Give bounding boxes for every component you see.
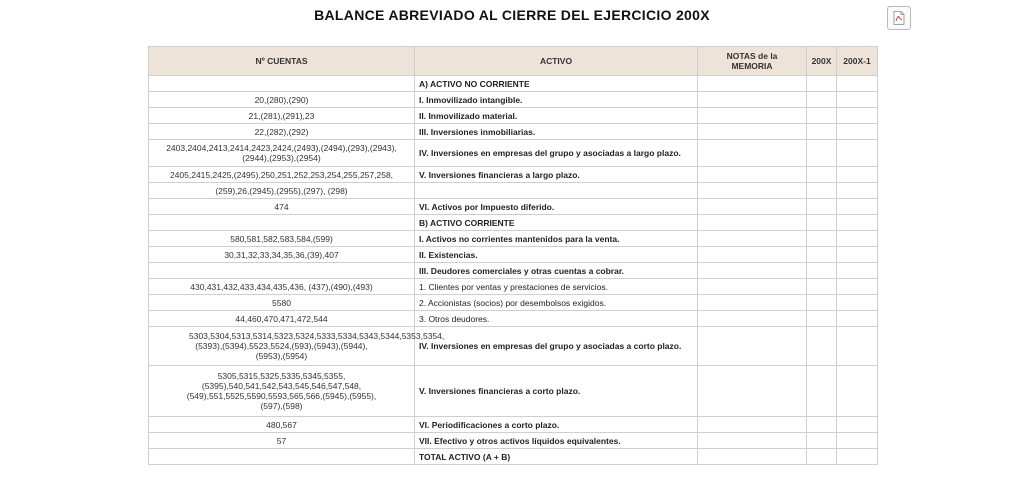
table-row xyxy=(149,247,878,263)
pdf-file-icon xyxy=(893,11,905,25)
prev-year-value-cell xyxy=(837,76,878,92)
accounts-cell: 5580 xyxy=(149,295,415,311)
header-prev-year: 200X-1 xyxy=(837,47,878,76)
accounts-cell: 20,(280),(290) xyxy=(149,92,415,108)
table-row xyxy=(149,366,878,417)
year-value-cell xyxy=(807,124,837,140)
accounts-cell xyxy=(149,215,415,231)
activo-label-cell: I. Activos no corrientes mantenidos para la venta. xyxy=(415,231,698,247)
accounts-cell: 2405,2415,2425,(2495),250,251,252,253,254,255,257,258, xyxy=(149,167,415,183)
year-value-cell xyxy=(807,433,837,449)
year-value-cell xyxy=(807,366,837,417)
year-value-cell xyxy=(807,279,837,295)
activo-label-cell: B) ACTIVO CORRIENTE xyxy=(415,215,698,231)
accounts-cell: 57 xyxy=(149,433,415,449)
notas-cell xyxy=(698,311,807,327)
pdf-download-button[interactable] xyxy=(887,6,911,30)
notas-cell xyxy=(698,366,807,417)
table-row xyxy=(149,449,878,465)
table-row xyxy=(149,76,878,92)
notas-cell xyxy=(698,215,807,231)
table-row xyxy=(149,183,878,199)
notas-cell xyxy=(698,247,807,263)
prev-year-value-cell xyxy=(837,263,878,279)
accounts-cell: 5303,5304,5313,5314,5323,5324,5333,5334,5343,5344,5353,5354,(5393),(5394),5523,5524,(593),(5943),(5944),(5953),(5954) xyxy=(149,327,415,366)
prev-year-value-cell xyxy=(837,108,878,124)
year-value-cell xyxy=(807,417,837,433)
accounts-cell: 5305,5315,5325,5335,5345,5355,(5395),540,541,542,543,545,546,547,548,(549),551,5525,5590,5593,565,566,(5945),(5955),(597),(598) xyxy=(149,366,415,417)
activo-label-cell: I. Inmovilizado intangible. xyxy=(415,92,698,108)
year-value-cell xyxy=(807,247,837,263)
notas-cell xyxy=(698,433,807,449)
notas-cell xyxy=(698,92,807,108)
table-row xyxy=(149,263,878,279)
notas-cell xyxy=(698,327,807,366)
table-row xyxy=(149,108,878,124)
prev-year-value-cell xyxy=(837,167,878,183)
year-value-cell xyxy=(807,231,837,247)
notas-cell xyxy=(698,263,807,279)
table-row xyxy=(149,124,878,140)
prev-year-value-cell xyxy=(837,247,878,263)
accounts-cell: 474 xyxy=(149,199,415,215)
balance-table xyxy=(148,46,878,465)
notas-cell xyxy=(698,417,807,433)
notas-cell xyxy=(698,108,807,124)
notas-cell xyxy=(698,199,807,215)
accounts-cell: 480,567 xyxy=(149,417,415,433)
prev-year-value-cell xyxy=(837,92,878,108)
header-notas xyxy=(698,47,807,76)
notas-cell xyxy=(698,231,807,247)
accounts-cell: 430,431,432,433,434,435,436, (437),(490),(493) xyxy=(149,279,415,295)
prev-year-value-cell xyxy=(837,295,878,311)
activo-label-cell: V. Inversiones financieras a largo plazo. xyxy=(415,167,698,183)
notas-cell xyxy=(698,140,807,167)
table-row xyxy=(149,215,878,231)
table-row xyxy=(149,279,878,295)
table-row xyxy=(149,92,878,108)
prev-year-value-cell xyxy=(837,417,878,433)
activo-label-cell xyxy=(415,183,698,199)
table-row xyxy=(149,140,878,167)
table-row xyxy=(149,231,878,247)
accounts-cell: 580,581,582,583,584,(599) xyxy=(149,231,415,247)
table-row xyxy=(149,295,878,311)
accounts-cell: 21,(281),(291),23 xyxy=(149,108,415,124)
table-row xyxy=(149,327,878,366)
balance-table-container xyxy=(148,46,877,465)
year-value-cell xyxy=(807,449,837,465)
accounts-cell: 22,(282),(292) xyxy=(149,124,415,140)
activo-label-cell: 2. Accionistas (socios) por desembolsos exigidos. xyxy=(415,295,698,311)
year-value-cell xyxy=(807,199,837,215)
year-value-cell xyxy=(807,140,837,167)
header-accounts: Nº CUENTAS xyxy=(149,47,415,76)
table-row xyxy=(149,311,878,327)
year-value-cell xyxy=(807,215,837,231)
year-value-cell xyxy=(807,76,837,92)
notas-cell xyxy=(698,124,807,140)
notas-cell xyxy=(698,183,807,199)
prev-year-value-cell xyxy=(837,366,878,417)
activo-label-cell: 1. Clientes por ventas y prestaciones de servicios. xyxy=(415,279,698,295)
activo-label-cell: III. Inversiones inmobiliarias. xyxy=(415,124,698,140)
year-value-cell xyxy=(807,263,837,279)
activo-label-cell: VI. Activos por Impuesto diferido. xyxy=(415,199,698,215)
table-row xyxy=(149,433,878,449)
activo-label-cell: 3. Otros deudores. xyxy=(415,311,698,327)
accounts-cell: (259),26,(2945),(2955),(297), (298) xyxy=(149,183,415,199)
prev-year-value-cell xyxy=(837,279,878,295)
prev-year-value-cell xyxy=(837,433,878,449)
prev-year-value-cell xyxy=(837,231,878,247)
notas-cell xyxy=(698,295,807,311)
accounts-cell: 2403,2404,2413,2414,2423,2424,(2493),(2494),(293),(2943),(2944),(2953),(2954) xyxy=(149,140,415,167)
activo-label-cell: VI. Periodificaciones a corto plazo. xyxy=(415,417,698,433)
activo-label-cell: VII. Efectivo y otros activos líquidos equivalentes. xyxy=(415,433,698,449)
accounts-cell xyxy=(149,76,415,92)
page-title: BALANCE ABREVIADO AL CIERRE DEL EJERCICIO 200X xyxy=(314,7,710,23)
notas-cell xyxy=(698,449,807,465)
notas-cell xyxy=(698,167,807,183)
prev-year-value-cell xyxy=(837,215,878,231)
accounts-cell: 44,460,470,471,472,544 xyxy=(149,311,415,327)
prev-year-value-cell xyxy=(837,124,878,140)
year-value-cell xyxy=(807,108,837,124)
prev-year-value-cell xyxy=(837,199,878,215)
year-value-cell xyxy=(807,295,837,311)
prev-year-value-cell xyxy=(837,183,878,199)
prev-year-value-cell xyxy=(837,311,878,327)
table-header-row xyxy=(149,47,878,76)
notas-cell xyxy=(698,279,807,295)
table-row xyxy=(149,417,878,433)
activo-label-cell: IV. Inversiones en empresas del grupo y asociadas a largo plazo. xyxy=(415,140,698,167)
accounts-cell xyxy=(149,263,415,279)
table-row xyxy=(149,167,878,183)
activo-label-cell: TOTAL ACTIVO (A + B) xyxy=(415,449,698,465)
year-value-cell xyxy=(807,311,837,327)
year-value-cell xyxy=(807,167,837,183)
notas-cell xyxy=(698,76,807,92)
header-notas-line1: NOTAS de la xyxy=(726,51,778,61)
header-notas-line2: MEMORIA xyxy=(731,61,773,71)
activo-label-cell: IV. Inversiones en empresas del grupo y asociadas a corto plazo. xyxy=(415,327,698,366)
prev-year-value-cell xyxy=(837,327,878,366)
prev-year-value-cell xyxy=(837,449,878,465)
year-value-cell xyxy=(807,92,837,108)
accounts-cell: 30,31,32,33,34,35,36,(39),407 xyxy=(149,247,415,263)
activo-label-cell: III. Deudores comerciales y otras cuentas a cobrar. xyxy=(415,263,698,279)
header-year: 200X xyxy=(807,47,837,76)
table-row xyxy=(149,199,878,215)
activo-label-cell: II. Existencias. xyxy=(415,247,698,263)
year-value-cell xyxy=(807,183,837,199)
header-activo: ACTIVO xyxy=(415,47,698,76)
accounts-cell xyxy=(149,449,415,465)
activo-label-cell: II. Inmovilizado material. xyxy=(415,108,698,124)
activo-label-cell: A) ACTIVO NO CORRIENTE xyxy=(415,76,698,92)
activo-label-cell: V. Inversiones financieras a corto plazo. xyxy=(415,366,698,417)
prev-year-value-cell xyxy=(837,140,878,167)
year-value-cell xyxy=(807,327,837,366)
